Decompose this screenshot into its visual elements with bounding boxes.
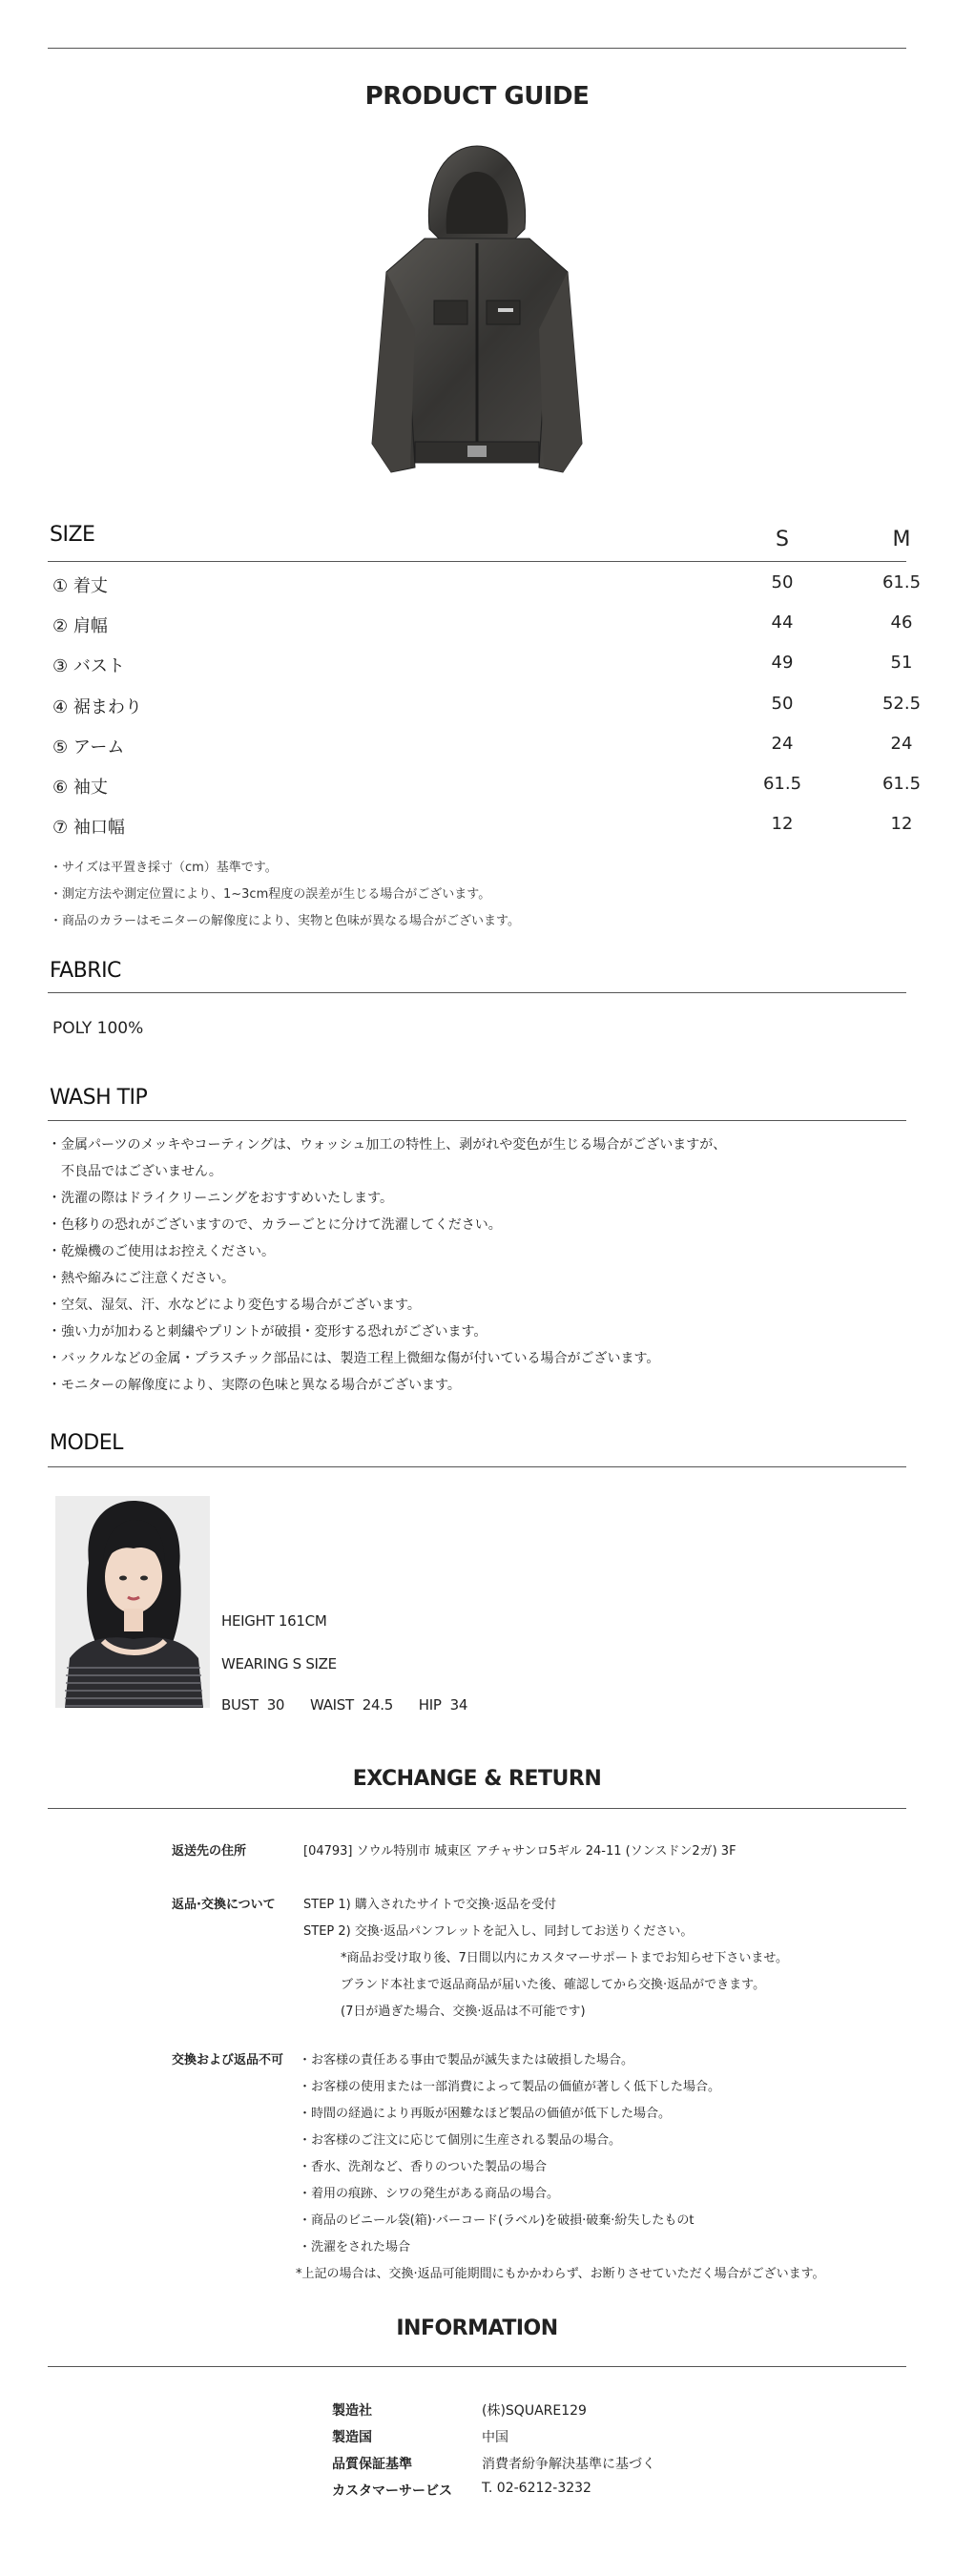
product-guide-title: PRODUCT GUIDE <box>364 82 590 111</box>
model-section-title: MODEL <box>50 1431 123 1455</box>
procedure-line: (7日が過ぎた場合、交換·返品は不可能です) <box>341 2005 586 2019</box>
info-value: 中国 <box>482 2430 508 2445</box>
info-key: 品質保証基準 <box>332 2457 412 2472</box>
refusal-line: ・お客様の責任ある事由で製品が滅失または破損した場合。 <box>299 2053 634 2067</box>
size-row <box>52 694 922 722</box>
wash-line: ・色移りの恐れがございますので、カラーごとに分けて洗濯してください。 <box>48 1217 502 1233</box>
size-value-s: 12 <box>771 814 794 834</box>
model-portrait <box>55 1496 210 1708</box>
size-label: ⑥ 袖丈 <box>52 778 108 798</box>
procedure-line: ブランド本社まで返品商品が届いた後、確認してから交換·返品ができます。 <box>341 1978 766 1992</box>
size-value-m: 52.5 <box>881 694 922 714</box>
size-label: ① 着丈 <box>52 576 108 596</box>
top-divider <box>48 48 906 49</box>
size-value-m: 24 <box>890 734 913 754</box>
exchange-divider <box>48 1808 906 1809</box>
information-divider <box>48 2366 906 2367</box>
return-address: [04793] ソウル特別市 城東区 アチャサンロ5ギル 24-11 (ソンスドン2ガ) 3F <box>303 1844 736 1859</box>
refusal-line: ・着用の痕跡、シワの発生がある商品の場合。 <box>299 2187 560 2201</box>
fabric-value: POLY 100% <box>52 1019 144 1038</box>
refusal-line: ・お客様のご注文に応じて個別に生産される製品の場合。 <box>299 2133 622 2148</box>
wash-line: ・洗濯の際はドライクリーニングをおすすめいたします。 <box>48 1191 394 1206</box>
refusal-line: ・時間の経過により再販が困難なほど製品の価値が低下した場合。 <box>299 2107 672 2121</box>
info-key: カスタマーサービス <box>332 2483 452 2499</box>
fabric-section-title: FABRIC <box>50 959 121 983</box>
procedure-line: *商品お受け取り後、7日間以内にカスタマーサポートまでお知らせ下さいませ。 <box>341 1951 788 1965</box>
fabric-divider <box>48 992 906 993</box>
exchange-section-title: EXCHANGE & RETURN <box>352 1767 602 1791</box>
size-column-m: M <box>892 528 911 551</box>
refusal-line: ・洗濯をされた場合 <box>299 2240 411 2254</box>
size-value-m: 46 <box>890 613 913 633</box>
model-wearing-size: WEARING S SIZE <box>221 1655 337 1672</box>
procedure-label: 返品·交換について <box>172 1898 276 1912</box>
size-label: ② 肩幅 <box>52 616 108 636</box>
model-divider <box>48 1466 906 1467</box>
size-value-s: 24 <box>771 734 794 754</box>
jacket-illustration <box>334 138 620 491</box>
size-value-s: 50 <box>771 572 794 592</box>
size-value-s: 49 <box>771 653 794 673</box>
product-image-jacket <box>334 138 620 491</box>
size-value-s: 50 <box>771 694 794 714</box>
size-divider <box>48 561 906 562</box>
size-value-s: 61.5 <box>762 774 802 794</box>
size-note: ・サイズは平置き採寸（cm）基準です。 <box>50 861 278 875</box>
size-row <box>52 734 911 762</box>
refusal-line: ・香水、洗剤など、香りのついた製品の場合 <box>299 2160 548 2174</box>
size-label: ⑦ 袖口幅 <box>52 818 125 838</box>
return-address-label: 返送先の住所 <box>172 1844 247 1859</box>
size-row <box>52 653 911 681</box>
refusal-line: ・商品のビニール袋(箱)·バーコード(ラベル)を破損·破棄·紛失したものt <box>299 2213 695 2228</box>
wash-section-title: WASH TIP <box>50 1086 148 1110</box>
model-height: HEIGHT 161CM <box>221 1612 327 1630</box>
size-row <box>52 613 911 641</box>
size-column-s: S <box>776 528 789 551</box>
info-value: 消費者紛争解決基準に基づく <box>482 2457 655 2472</box>
size-label: ④ 裾まわり <box>52 697 142 717</box>
wash-divider <box>48 1120 906 1121</box>
procedure-line: STEP 1) 購入されたサイトで交換·返品を受付 <box>303 1898 557 1912</box>
wash-line: 不良品ではございません。 <box>48 1164 222 1179</box>
refusal-line: ・お客様の使用または一部消費によって製品の価値が著しく低下した場合。 <box>299 2080 721 2094</box>
info-value: (株)SQUARE129 <box>482 2403 587 2419</box>
size-value-m: 51 <box>890 653 913 673</box>
size-note: ・測定方法や測定位置により、1~3cm程度の誤差が生じる場合がございます。 <box>50 887 491 902</box>
wash-line: ・乾燥機のご使用はお控えください。 <box>48 1244 275 1259</box>
wash-line: ・熱や縮みにご注意ください。 <box>48 1271 235 1286</box>
size-value-m: 61.5 <box>881 774 922 794</box>
information-section-title: INFORMATION <box>396 2316 558 2340</box>
model-measurements: BUST 30 WAIST 24.5 HIP 34 <box>221 1696 468 1714</box>
procedure-line: STEP 2) 交換·返品パンフレットを記入し、同封してお送りください。 <box>303 1924 694 1939</box>
size-row <box>52 814 911 842</box>
wash-line: ・強い力が加わると刺繍やプリントが破損・変形する恐れがございます。 <box>48 1324 487 1340</box>
size-row <box>52 774 922 802</box>
size-label: ⑤ アーム <box>52 737 125 758</box>
size-value-m: 61.5 <box>881 572 922 592</box>
wash-line: ・金属パーツのメッキやコーティングは、ウォッシュ加工の特性上、剥がれや変色が生じる場合がございますが、 <box>48 1137 727 1153</box>
wash-line: ・空気、湿気、汗、水などにより変色する場合がございます。 <box>48 1298 421 1313</box>
wash-line: ・バックルなどの金属・プラスチック部品には、製造工程上微細な傷が付いている場合がございます。 <box>48 1351 660 1366</box>
refusal-footnote: *上記の場合は、交換·返品可能期間にもかかわらず、お断りさせていただく場合がございます。 <box>296 2267 825 2281</box>
refusal-label: 交換および返品不可 <box>172 2053 284 2067</box>
size-note: ・商品のカラーはモニターの解像度により、実物と色味が異なる場合がございます。 <box>50 914 520 928</box>
wash-line: ・モニターの解像度により、実際の色味と異なる場合がございます。 <box>48 1378 461 1393</box>
size-label: ③ バスト <box>52 656 125 676</box>
info-key: 製造社 <box>332 2403 372 2419</box>
size-row <box>52 572 922 601</box>
size-value-m: 12 <box>890 814 913 834</box>
info-value: T. 02-6212-3232 <box>482 2481 591 2496</box>
info-key: 製造国 <box>332 2430 372 2445</box>
model-photo <box>55 1496 210 1708</box>
size-value-s: 44 <box>771 613 794 633</box>
size-section-title: SIZE <box>50 523 95 547</box>
